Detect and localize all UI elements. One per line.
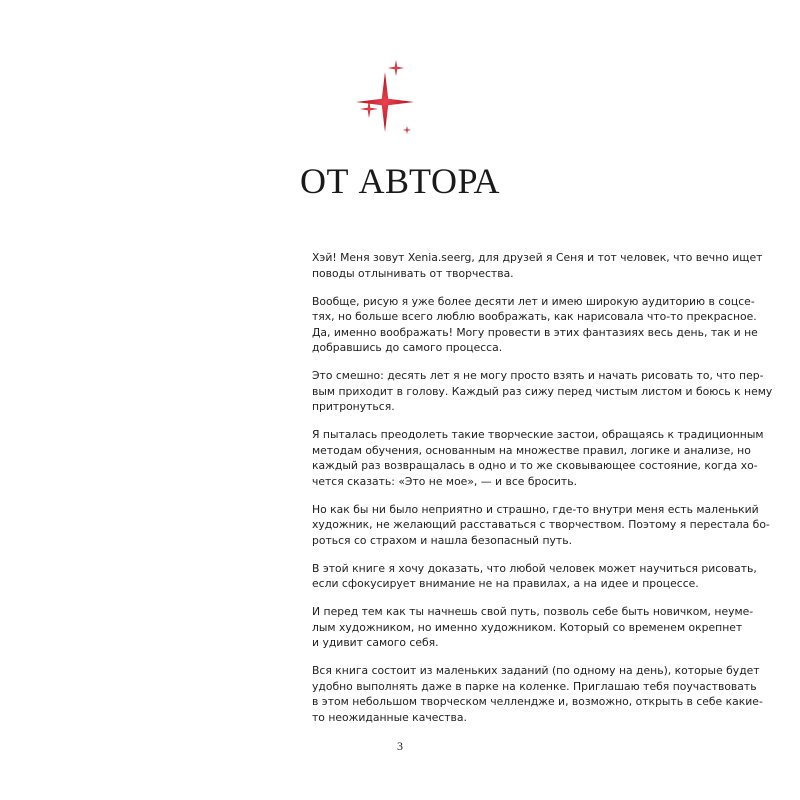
paragraph: [312, 294, 758, 356]
text-line: Я пыталась преодолеть такие творческие застои, обращаясь к традиционным: [312, 428, 764, 441]
text-line: в этом небольшом творческом челлендже и, возможно, открыть в себе какие-: [312, 695, 763, 708]
text-line: добравшись до самого процесса.: [312, 341, 503, 354]
text-line: художник, не желающий расставаться с творчеством. Поэтому я перестала бо-: [312, 518, 770, 531]
text-line: вым приходит в голову. Каждый раз сижу перед чистым листом и боюсь к нему: [312, 384, 773, 398]
text-line: удобно выполнять даже в парке на коленке. Приглашаю тебя поучаствовать: [312, 679, 757, 693]
text-line: то неожиданные качества.: [312, 710, 467, 724]
paragraph: [312, 502, 770, 549]
text-line: В этой книге я хочу доказать, что любой человек может научиться рисовать,: [312, 561, 757, 575]
text-line: Вся книга состоит из маленьких заданий (по одному на день), которые будет: [312, 664, 760, 677]
paragraph: [312, 250, 763, 281]
text-line: притронуться.: [312, 400, 395, 413]
text-line: чется сказать: «Это не мое», — и все бросить.: [312, 474, 578, 488]
text-line: Хэй! Меня зовут Xenia.seerg, для друзей я Сеня и тот человек, что вечно ищет: [312, 251, 763, 264]
body-text: [312, 250, 773, 738]
paragraph: [312, 368, 773, 415]
text-line: Да, именно воображать! Могу провести в этих фантазиях весь день, так и не: [312, 325, 758, 339]
text-line: лым художником, но именно художником. Который со временем окрепнет: [312, 620, 743, 634]
text-line: если сфокусирует внимание не на правилах, а на идее и процессе.: [312, 577, 699, 590]
text-line: каждый раз возвращалась в одно и то же сковывающее состояние, когда хо-: [312, 459, 758, 472]
page-number: 3: [397, 739, 403, 753]
text-line: роться со страхом и нашла безопасный путь.: [312, 533, 572, 547]
paragraph: [312, 561, 757, 592]
text-line: методам обучения, основанным на множестве правил, логике и анализе, но: [312, 443, 751, 457]
text-line: поводы отлынивать от творчества.: [312, 266, 514, 280]
text-line: тях, но больше всего люблю воображать, как нарисовала что-то прекрасное.: [312, 310, 757, 323]
text-line: Но как бы ни было неприятно и страшно, где-то внутри меня есть маленький: [312, 502, 759, 516]
paragraph: [312, 663, 763, 725]
sparkle-stars-icon: [352, 58, 416, 140]
text-line: Вообще, рисую я уже более десяти лет и имею широкую аудиторию в соцсе-: [312, 294, 755, 308]
text-line: И перед тем как ты начнешь свой путь, позволь себе быть новичком, неуме-: [312, 605, 754, 618]
text-line: и удивит самого себя.: [312, 636, 439, 649]
paragraph: [312, 427, 764, 489]
chapter-title: ОТ АВТОРА: [300, 161, 500, 201]
text-line: Это смешно: десять лет я не могу просто взять и начать рисовать то, что пер-: [312, 369, 764, 382]
paragraph: [312, 604, 754, 651]
